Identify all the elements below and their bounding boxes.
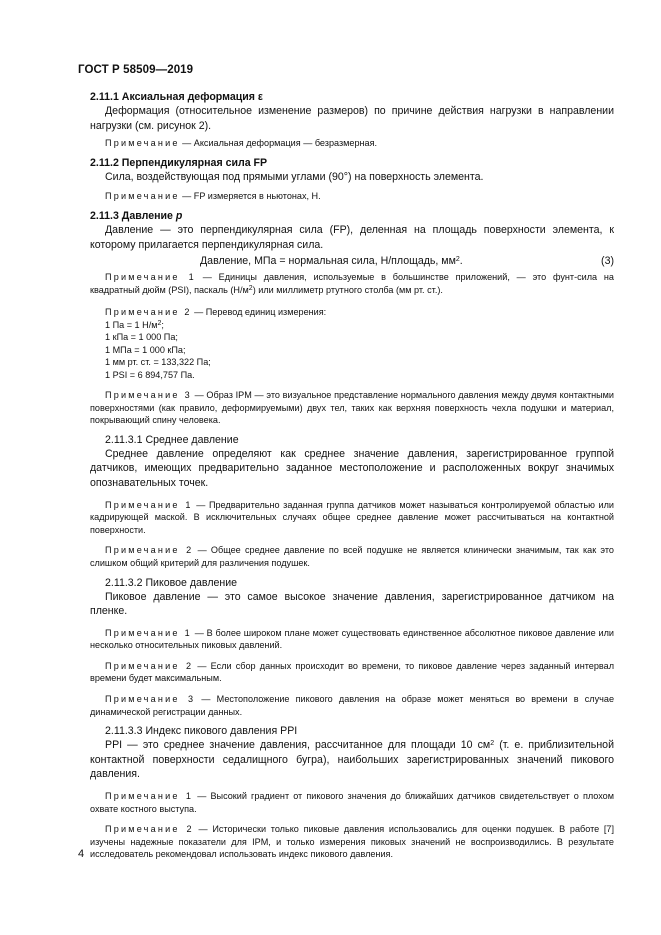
definition-text: Среднее давление определяют как среднее значение давления, зарегистрированное группой датчиков, имеющих предварительно заданное местоположение и расположенных вокруг значимых опознавательных точек. — [90, 447, 614, 489]
conversion-item: 1 Па = 1 $Н/м^2$; — [105, 319, 164, 330]
note-text: — Аксиальная деформация — безразмерная. — [179, 138, 378, 149]
formula-end: . — [459, 255, 463, 268]
note-text: — Единицы давления, используемые в большинстве приложений, — это фунт-сила на квадратный дюйм (PSI), паскаль (Н/м — [90, 272, 614, 295]
note-label: Примечание 2 — [105, 545, 194, 556]
note-text: — Исторически только пиковые давления использовались для оценки подушек. В работе [7] изучены надежные показатели для IPM, и только измерения пиковых значений не воспроизводились. В результате исследователь рекомендовал использовать индекс пикового давления. — [90, 824, 615, 860]
section-heading-2-11-3 — [90, 209, 614, 223]
note-superscript: 2 — [248, 284, 253, 292]
page-number: 4 — [78, 848, 85, 860]
note-text: — Местоположение пикового давления на образе может меняться во времени в случае динамической регистрации данных. — [90, 694, 614, 717]
note-label: Примечание — [105, 191, 180, 202]
unit-conversion-list — [90, 319, 614, 381]
note-2 — [90, 660, 614, 685]
heading-symbol: p — [175, 209, 183, 222]
formula-superscript: 2 — [455, 256, 460, 264]
note-label: Примечание 1 — [105, 272, 196, 283]
document-header: ГОСТ Р 58509—2019 — [78, 64, 194, 76]
note-1 — [90, 627, 614, 652]
definition-text: Давление — это перпендикулярная сила (FP), деленная на площадь поверхности элемента, к которому прилагается перпендикулярная сила. — [90, 223, 614, 251]
note — [90, 190, 614, 203]
note-label: Примечание 2 — [105, 307, 192, 318]
section-heading-2-11-3-1: 2.11.3.1 Среднее давление — [105, 433, 239, 446]
note-text: — В более широком плане может существовать единственное абсолютное пиковое давление или несколько относительных пиковых давлений. — [90, 627, 614, 651]
heading-symbol: FP — [253, 156, 268, 169]
note-label: Примечание 3 — [105, 389, 192, 400]
note-text: — Если сбор данных происходит во времени, то пиковое давление через заданный интервал времени будет максимальным. — [90, 660, 614, 684]
conversion-item: 1 мм рт. ст. = 133,322 Па; — [105, 357, 211, 368]
note-label: Примечание 3 — [105, 694, 196, 705]
note-3 — [90, 389, 614, 427]
definition-text: PPI — это среднее значение давления, рассчитанное для площади 10 $см^2$ (т. е. приблизительной контактной поверхности седалищного бугра), наибольших зарегистрированных значений пикового давления. — [90, 739, 614, 781]
section-heading-2-11-2 — [90, 156, 614, 170]
conversion-item: 1 МПа = 1 000 кПа; — [105, 344, 186, 355]
note-1 — [90, 499, 614, 537]
note-2 — [90, 306, 614, 319]
page-content — [90, 90, 614, 861]
note-1 — [90, 790, 614, 815]
definition-text: Деформация (относительное изменение размеров) по причине действия нагрузки в направлении нагрузки (см. рисунок 2). — [90, 105, 614, 132]
note-text: — Высокий градиент от пикового значения до ближайших датчиков свидетельствует о плохом охвате костного выступа. — [90, 791, 614, 814]
conversion-item: 1 кПа = 1 000 Па; — [105, 332, 178, 343]
note-text: — Общее среднее давление по всей подушке не является клинически значимым, так как это слишком общий критерий для различения подушек. — [90, 545, 614, 568]
note-label: Примечание 1 — [105, 791, 194, 802]
note-label: Примечание 1 — [105, 499, 193, 510]
formula-number: (3) — [601, 255, 614, 268]
note-text: — Перевод единиц измерения: — [191, 307, 327, 318]
heading-text: 2.11.2 Перпендикулярная сила — [90, 156, 254, 169]
note-text: — Образ IPM — это визуальное представление нормального давления между двумя контактными поверхностями (как правило, деформируемыми) двух тел, таких как верхняя поверхность чехла подушки и материал, покрывающий спину человека. — [90, 389, 614, 426]
note-text-tail: ) или миллиметр ртутного столба (мм рт. ст.). — [252, 284, 443, 295]
note-2 — [90, 544, 614, 569]
note-3 — [90, 693, 614, 718]
note-1 — [90, 271, 614, 296]
note-label: Примечание 1 — [105, 627, 192, 638]
conversion-item: 1 PSI = 6 894,757 Па. — [105, 369, 195, 380]
note-text: — Предварительно заданная группа датчиков может называться контролируемой областью или кадрирующей маской. В исключительных случаях общее среднее давление может рассчитываться на контактной поверхности. — [90, 499, 614, 535]
section-heading-2-11-3-2: 2.11.3.2 Пиковое давление — [105, 576, 238, 589]
note-label: Примечание 2 — [105, 660, 194, 671]
heading-text: 2.11.3 Давление — [90, 209, 176, 222]
definition-text: Сила, воздействующая под прямыми углами (90°) на поверхность элемента. — [105, 170, 484, 183]
formula-expression — [200, 254, 463, 269]
formula-3 — [90, 254, 614, 269]
note-text: — FP измеряется в ньютонах, Н. — [179, 191, 321, 202]
note-2 — [90, 823, 614, 861]
note-label: Примечание — [105, 138, 180, 149]
note — [90, 137, 614, 150]
formula-text: Давление, МПа = нормальная сила, Н/площадь, мм — [200, 255, 456, 268]
definition-text: Пиковое давление — это самое высокое значение давления, зарегистрированное датчиком на пленке. — [90, 590, 614, 618]
section-heading-2-11-3-3: 2.11.3.3 Индекс пикового давления PPI — [105, 725, 298, 738]
section-heading-2-11-1: 2.11.1 Аксиальная деформация ε — [90, 91, 263, 103]
note-label: Примечание 2 — [105, 824, 194, 835]
